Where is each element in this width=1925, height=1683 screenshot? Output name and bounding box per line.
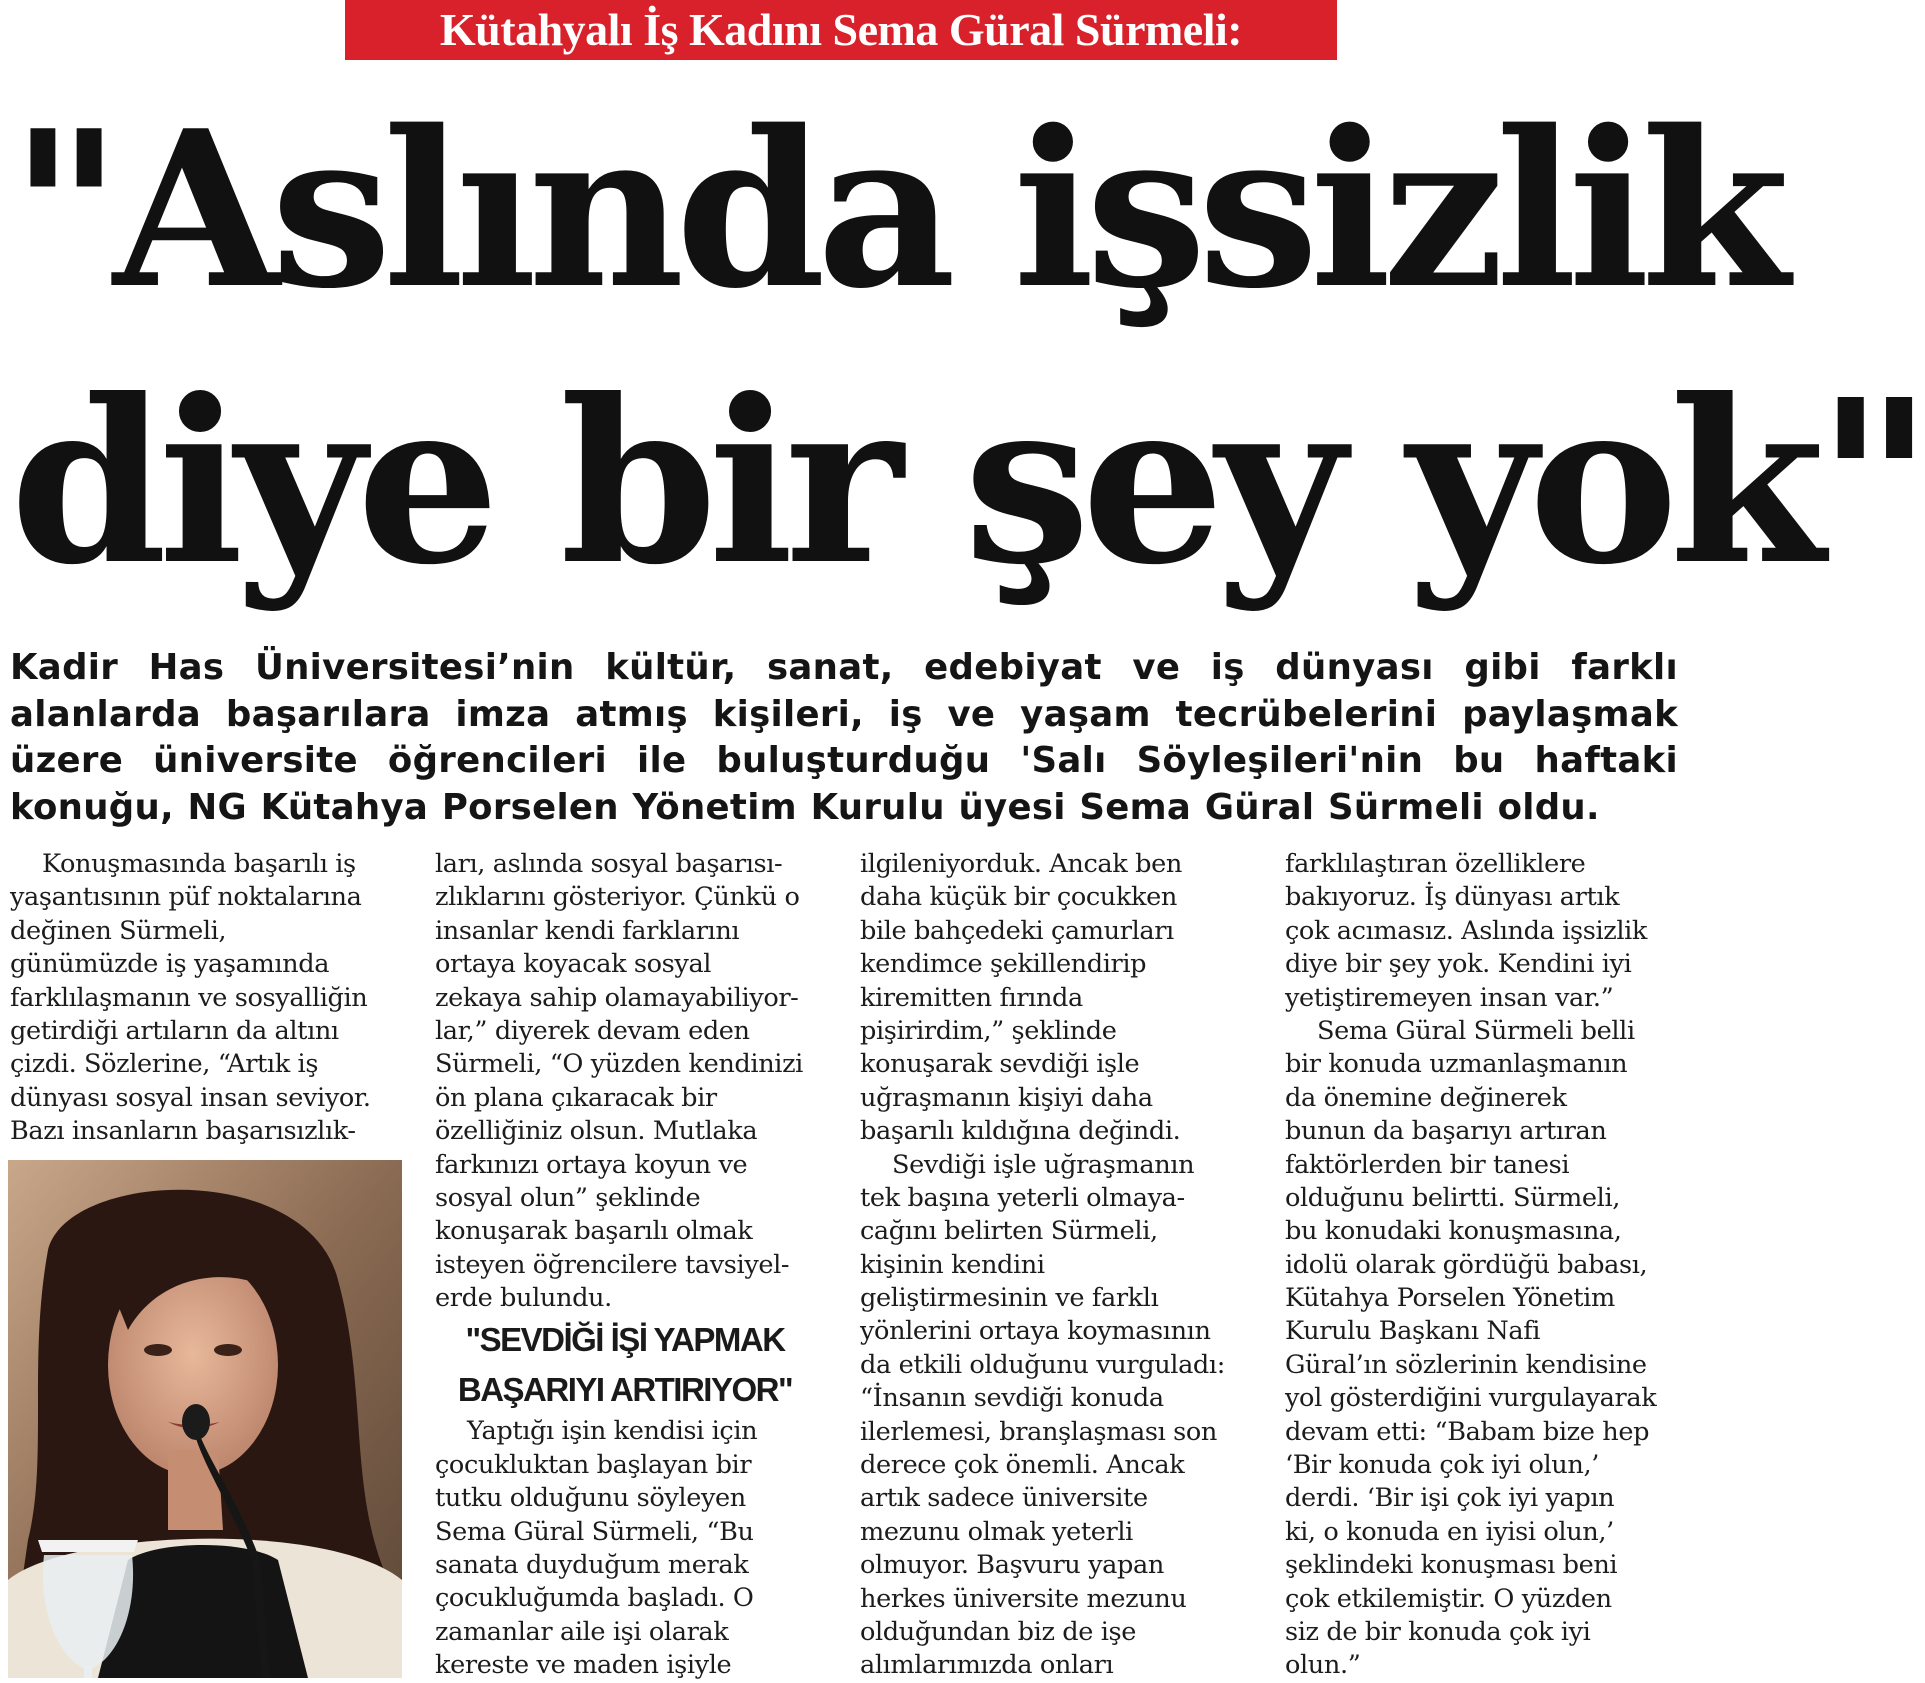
text-line: siz de bir konuda çok iyi [1285, 1616, 1591, 1647]
text-line: daha küçük bir çocukken [860, 882, 1177, 913]
text-line: bile bahçedeki çamurları [860, 915, 1174, 946]
text-line: diye bir şey yok. Kendini iyi [1285, 949, 1632, 980]
text-line: isteyen öğrencilere tavsiyel- [435, 1249, 790, 1280]
text-line: zekaya sahip olamayabiliyor- [435, 982, 799, 1013]
text-line: bir konuda uzmanlaşmanın [1285, 1049, 1628, 1080]
text-line: çok etkilemiştir. O yüzden [1285, 1583, 1612, 1614]
text-line: Sevdiği işle uğraşmanın [892, 1149, 1195, 1180]
text-line: değinen Sürmeli, [10, 915, 227, 946]
text-line: derece çok önemli. Ancak [860, 1450, 1185, 1481]
headline-line-1: "Aslında işsizlik [10, 83, 1781, 336]
text-line: başarılı kıldığına değindi. [860, 1116, 1181, 1147]
text-line: ları, aslında sosyal başarısı- [435, 849, 783, 879]
text-line: farkınızı ortaya koyun ve [435, 1149, 748, 1180]
text-line: erde bulundu. [435, 1283, 612, 1314]
text-line: zamanlar aile işi olarak [435, 1616, 729, 1647]
text-line: ilgileniyorduk. Ancak ben [860, 849, 1182, 879]
text-line: faktörlerden bir tanesi [1285, 1149, 1570, 1180]
text-line: zlıklarını gösteriyor. Çünkü o [435, 882, 800, 913]
article-column-1 [10, 848, 410, 1149]
text-line: lar,” diyerek devam eden [435, 1015, 750, 1046]
text-line: mezunu olmak yeterli [860, 1516, 1133, 1547]
text-line: ön plana çıkaracak bir [435, 1082, 717, 1113]
subheading-line-1: "SEVDİĞİ İŞİ YAPMAK [465, 1321, 785, 1359]
text-line: devam etti: “Babam bize hep [1285, 1416, 1650, 1447]
text-line: geliştirmesinin ve farklı [860, 1283, 1159, 1314]
text-line: çocukluğumda başladı. O [435, 1583, 754, 1614]
text-line: kendimce şekillendirip [860, 949, 1147, 980]
text-line: çizdi. Sözlerine, “Artık iş [10, 1049, 319, 1080]
text-line: konuşarak başarılı olmak [435, 1216, 753, 1247]
text-line: yetiştiremeyen insan var.” [1285, 982, 1614, 1013]
text-line: Kurulu Başkanı Nafi [1285, 1316, 1541, 1347]
portrait-image [8, 1160, 402, 1678]
text-line: olun.” [1285, 1650, 1361, 1681]
text-line: Konuşmasında başarılı iş [42, 849, 356, 879]
text-line: alımlarımızda onları [860, 1650, 1114, 1681]
text-line: yol gösterdiğini vurgulayarak [1285, 1383, 1657, 1414]
headline-line-2: diye bir şey yok" [10, 351, 1925, 615]
text-line: yönlerini ortaya koymasının [860, 1316, 1211, 1347]
text-line: bakıyoruz. İş dünyası artık [1285, 882, 1620, 913]
text-line: özelliğiniz olsun. Mutlaka [435, 1116, 758, 1147]
text-line: tutku olduğunu söyleyen [435, 1483, 746, 1514]
text-line: tek başına yeterli olmaya- [860, 1182, 1185, 1213]
text-line: Güral’ın sözlerinin kendisine [1285, 1349, 1647, 1380]
text-line: farklılaşmanın ve sosyalliğin [10, 982, 368, 1013]
article-column-3 [860, 848, 1260, 1683]
text-line: yaşantısının püf noktalarına [10, 882, 362, 913]
text-line: çok acımasız. Aslında işsizlik [1285, 915, 1648, 946]
subheading-line-2: BAŞARIYI ARTIRIYOR" [457, 1371, 793, 1409]
text-line: sanata duyduğum merak [435, 1550, 749, 1581]
text-line: çocukluktan başlayan bir [435, 1449, 752, 1480]
text-line: uğraşmanın kişiyi daha [860, 1082, 1153, 1113]
text-line: ‘Bir konuda çok iyi olun,’ [1285, 1450, 1599, 1481]
text-line: herkes üniversite mezunu [860, 1583, 1187, 1614]
text-line: idolü olarak gördüğü babası, [1285, 1249, 1648, 1280]
article-column-2 [435, 848, 835, 1683]
text-line: ki, o konuda en iyisi olun,’ [1285, 1516, 1614, 1547]
text-line: bu konudaki konuşmasına, [1285, 1216, 1622, 1247]
text-line: kereste ve maden işiyle [435, 1650, 732, 1681]
text-line: olduğunu belirtti. Sürmeli, [1285, 1182, 1620, 1213]
text-line: da önemine değinerek [1285, 1082, 1567, 1113]
text-line: kiremitten fırında [860, 982, 1083, 1013]
lede-paragraph: Kadir Has Üniversitesi’nin kültür, sanat, edebiyat ve iş dünyası gibi farklı alanlarda başarılara imza atmış kişileri, iş ve yaşam tecrübelerini paylaşmak üzere üniversite öğrencileri ile buluşturduğu 'Salı Söyleşileri'nin bu haftaki konuğu, NG Kütahya Porselen Yönetim Kurulu üyesi Sema Güral Sürmeli oldu. [10, 647, 1678, 828]
text-line: Yaptığı işin kendisi için [467, 1416, 758, 1447]
text-line: cağını belirten Sürmeli, [860, 1216, 1158, 1247]
text-line: kişinin kendini [860, 1249, 1045, 1280]
text-line: getirdiği artıların da altını [10, 1015, 339, 1046]
text-line: bunun da başarıyı artıran [1285, 1116, 1607, 1147]
portrait-photo [8, 1160, 402, 1678]
text-line: sosyal olun” şeklinde [435, 1182, 701, 1213]
text-line: ilerlemesi, branşlaşması son [860, 1416, 1217, 1447]
text-line: Sema Güral Sürmeli belli [1317, 1015, 1635, 1046]
text-line: farklılaştıran özelliklere [1285, 849, 1586, 879]
text-line: şeklindeki konuşması beni [1285, 1550, 1618, 1581]
text-line: olmuyor. Başvuru yapan [860, 1550, 1164, 1581]
text-line: Sema Güral Sürmeli, “Bu [435, 1516, 754, 1547]
text-line: günümüzde iş yaşamında [10, 949, 330, 980]
text-line: Sürmeli, “O yüzden kendinizi [435, 1049, 803, 1080]
article-column-4 [1285, 848, 1685, 1683]
text-line: konuşarak sevdiği işle [860, 1049, 1140, 1080]
text-line: da etkili olduğunu vurguladı: [860, 1349, 1225, 1380]
text-line: pişirirdim,” şeklinde [860, 1015, 1117, 1046]
kicker-banner: Kütahyalı İş Kadını Sema Güral Sürmeli: [345, 0, 1337, 60]
text-line: ortaya koyacak sosyal [435, 949, 712, 980]
text-line: derdi. ‘Bir işi çok iyi yapın [1285, 1483, 1615, 1514]
text-line: artık sadece üniversite [860, 1483, 1148, 1514]
text-line: dünyası sosyal insan seviyor. [10, 1082, 371, 1113]
text-line: insanlar kendi farklarını [435, 915, 740, 946]
text-line: “İnsanın sevdiği konuda [860, 1383, 1164, 1414]
text-line: Bazı insanların başarısızlık- [10, 1116, 356, 1147]
text-line: olduğundan biz de işe [860, 1616, 1136, 1647]
text-line: Kütahya Porselen Yönetim [1285, 1283, 1615, 1314]
